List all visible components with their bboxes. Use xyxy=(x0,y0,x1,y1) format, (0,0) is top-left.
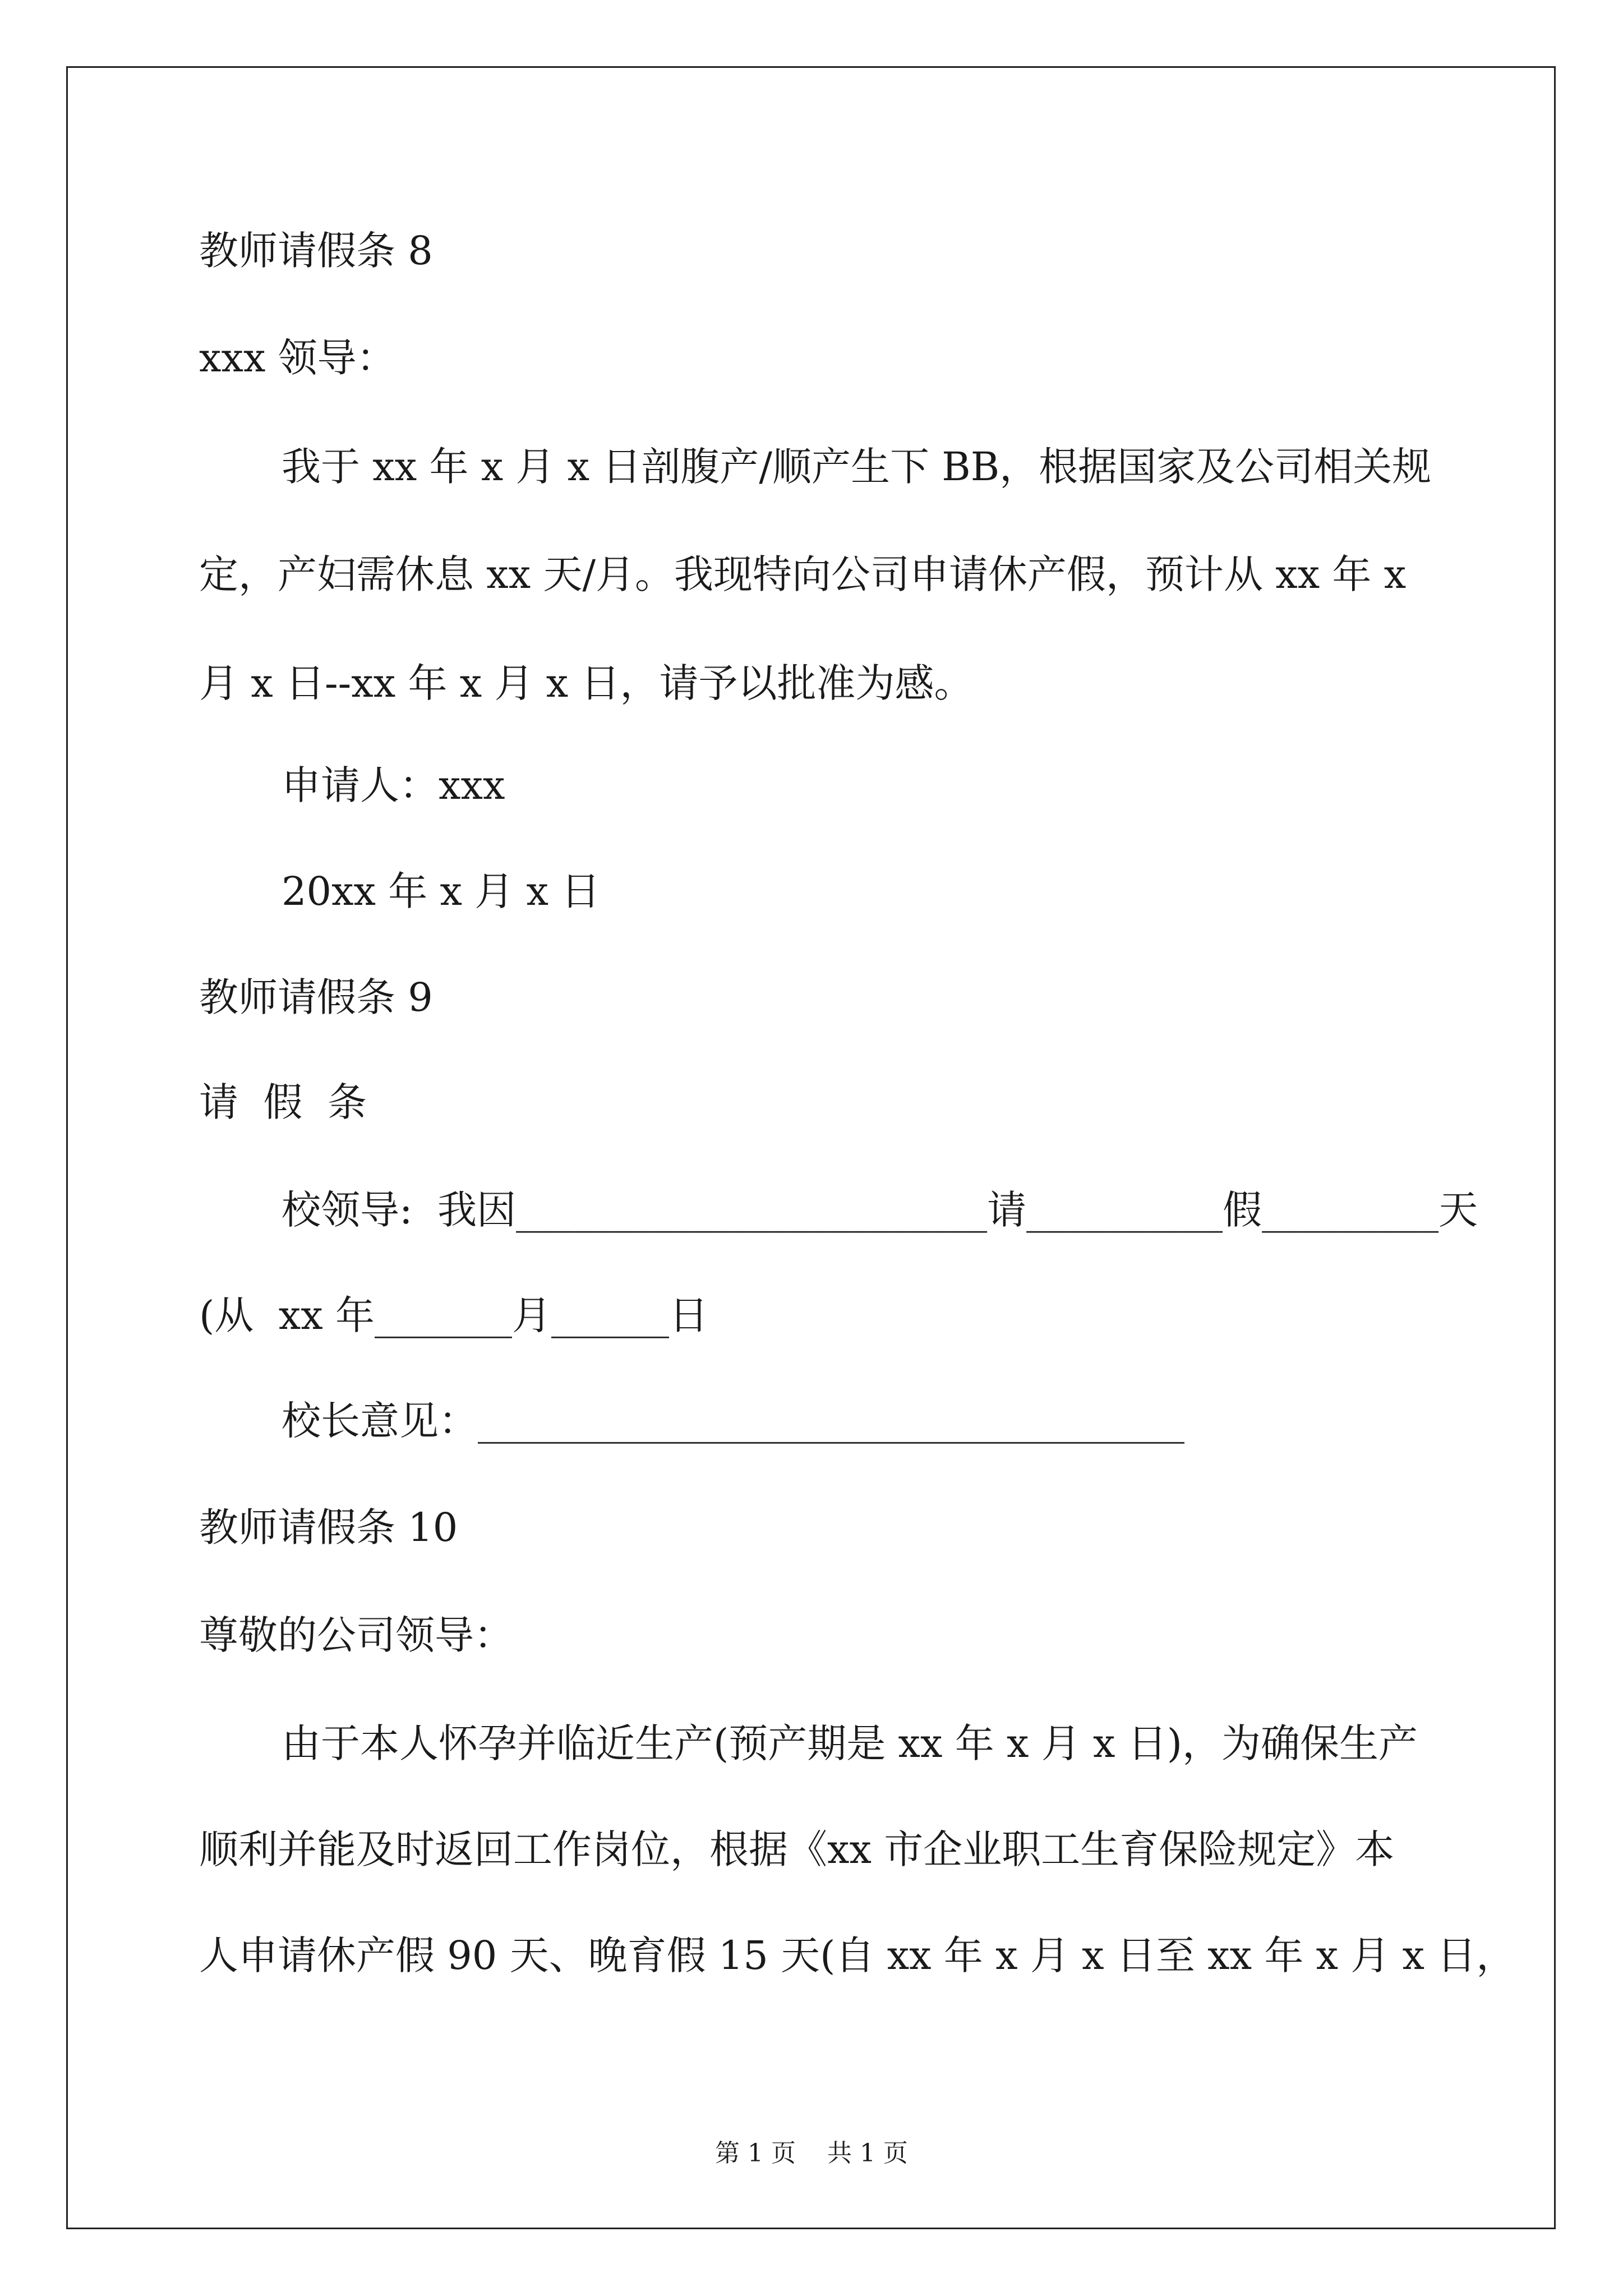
principal-opinion-line: 校长意见：____________________________________ xyxy=(282,1398,1184,1444)
heading-leave-note-8: 教师请假条 8 xyxy=(199,228,433,274)
body-text-line: 顺利并能及时返回工作岗位，根据《xx 市企业职工生育保险规定》本 xyxy=(199,1826,1395,1872)
leave-note-title: 请 假 条 xyxy=(199,1079,367,1125)
page-border xyxy=(66,66,1556,2229)
date-line: 20xx 年 x 月 x 日 xyxy=(282,868,601,914)
salutation-company-leader: 尊敬的公司领导： xyxy=(199,1612,513,1658)
body-text-line: 定，产妇需休息 xx 天/月。我现特向公司申请休产假，预计从 xx 年 x xyxy=(199,551,1407,597)
heading-leave-note-9: 教师请假条 9 xyxy=(199,974,433,1020)
form-date-line: (从 xx 年_______月______日 xyxy=(199,1292,709,1338)
page-footer: 第 1 页 共 1 页 xyxy=(715,2139,908,2168)
applicant-line: 申请人：xxx xyxy=(282,762,505,808)
heading-leave-note-10: 教师请假条 10 xyxy=(199,1504,458,1550)
body-text-line: 由于本人怀孕并临近生产(预产期是 xx 年 x 月 x 日)，为确保生产 xyxy=(282,1720,1418,1766)
body-text-line: 我于 xx 年 x 月 x 日剖腹产/顺产生下 BB，根据国家及公司相关规 xyxy=(282,444,1432,490)
body-text-line: 月 x 日--xx 年 x 月 x 日，请予以批准为感。 xyxy=(199,660,974,706)
salutation-leader: xxx 领导： xyxy=(199,335,396,381)
form-reason-line: 校领导: 我因________________________请__________假_________天 xyxy=(282,1187,1478,1233)
body-text-line: 人申请休产假 90 天、晚育假 15 天(自 xx 年 x 月 x 日至 xx 年 x 月 x 日， xyxy=(199,1932,1516,1978)
